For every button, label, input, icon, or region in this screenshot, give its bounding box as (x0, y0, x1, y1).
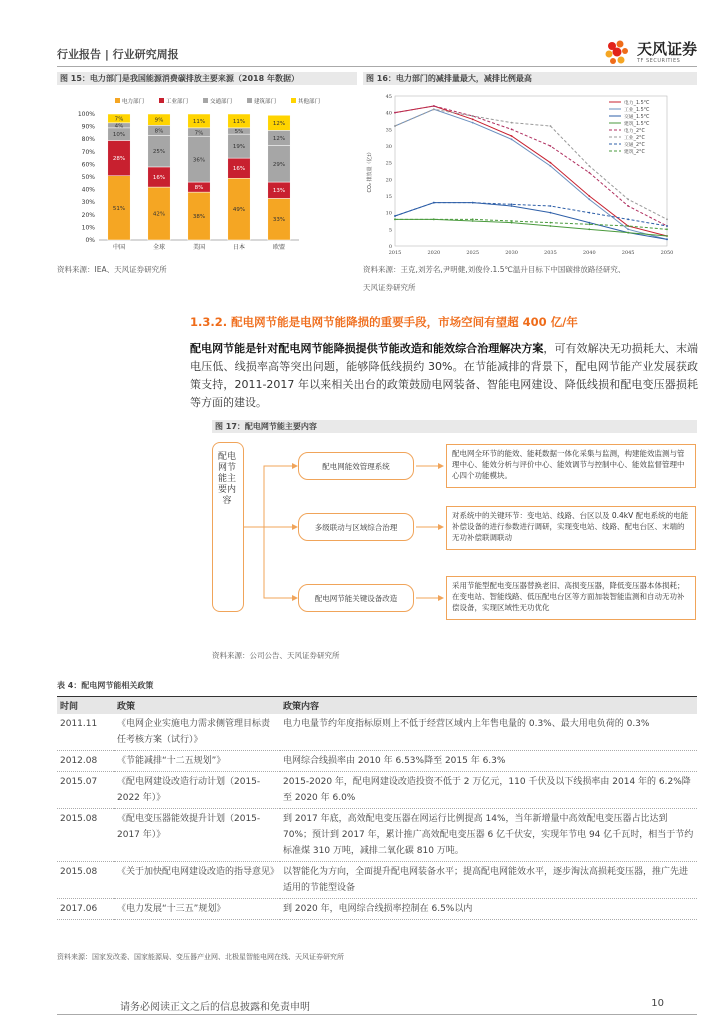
header-divider (57, 66, 697, 67)
y-tick-label: 30% (81, 199, 95, 207)
fig17-item-desc-1: 配电网全环节的能效、能耗数据一体化采集与监测，构建能效监测与管理中心、能效分析与评价中心、能效调节与控制中心、能效监督管理中心四个功能模块。 (446, 444, 696, 488)
y-tick-label: 35 (385, 127, 392, 134)
legend-swatch (203, 98, 208, 103)
series-line (395, 203, 667, 226)
series-point (472, 202, 474, 204)
y-tick-label: 40% (81, 186, 95, 194)
bar-data-label: 28% (112, 156, 126, 163)
bar-data-label: 5% (234, 129, 244, 136)
table-row (57, 898, 697, 919)
fig16-caption: 图 16：电力部门的减排量最大，减排比例最高 (363, 72, 697, 85)
series-point (511, 203, 513, 205)
fig17-item-label-1: 配电网能效管理系统 (298, 452, 414, 480)
bar-data-label: 7% (114, 116, 124, 123)
series-point (627, 228, 629, 230)
y-tick-label: 100% (77, 111, 95, 118)
y-tick-label: 20 (385, 177, 392, 184)
cell-content: 到 2017 年底，高效配电变压器在网运行比例提高 14%，当年新增量中高效配电变压器占比达到 70%；预计到 2017 年，累计推广高效配电变压器 6 亿千伏安，实现年节电 94 亿千瓦时，相当于节约标准煤 310 万吨，减排二氧化碳 810 万吨。 (280, 808, 697, 861)
series-point (588, 198, 590, 200)
table-source: 资料来源：国家发改委、国家能源局、变压器产业网、北极星智能电网在线、天风证券研究所 (57, 953, 344, 961)
series-point (472, 118, 474, 120)
series-point (550, 145, 552, 147)
cell-policy: 《关于加快配电网建设改造的指导意见》 (114, 861, 280, 898)
fig17-caption: 图 17：配电网节能主要内容 (212, 420, 697, 433)
series-point (394, 215, 396, 217)
bar-data-label: 12% (272, 120, 286, 127)
bar-data-label: 11% (192, 118, 206, 125)
cell-time: 2015.07 (57, 771, 114, 808)
y-tick-label: 60% (81, 161, 95, 169)
cell-policy: 《电力发展“十三五”规划》 (114, 898, 280, 919)
bar-data-label: 11% (232, 118, 246, 125)
cell-time: 2015.08 (57, 861, 114, 898)
legend-swatch (247, 98, 252, 103)
series-point (666, 218, 668, 220)
table-row (57, 714, 697, 751)
x-tick-label: 2045 (621, 250, 635, 256)
cell-content: 电力电量节约年度指标原则上不低于经营区域内上年售电量的 0.3%、最大用电负荷的 0.3% (280, 714, 697, 751)
logo-name-en: TF SECURITIES (636, 58, 681, 64)
series-point (588, 172, 590, 174)
x-tick-label: 2020 (427, 250, 441, 256)
legend-label: 建筑_1.5°C (624, 122, 650, 127)
series-point (588, 228, 590, 230)
bar-data-label: 8% (194, 185, 204, 192)
cell-content: 以智能化为方向，全面提升配电网装备水平；提高配电网能效水平，逐步淘汰高损耗变压器，推广先进适用的节能型设备 (280, 861, 697, 898)
series-point (627, 198, 629, 200)
bar-data-label: 16% (152, 175, 166, 181)
series-point (472, 220, 474, 222)
y-tick-label: 70% (81, 148, 95, 156)
y-tick-label: 10% (81, 224, 95, 232)
series-point (627, 205, 629, 207)
y-tick-label: 25 (385, 160, 392, 167)
x-tick-label: 2035 (544, 250, 557, 256)
fig16-source-line1: 资料来源：王克,刘芳名,尹明健,刘俊伶.1.5℃温升目标下中国碳排放路径研究、 (363, 265, 626, 274)
series-point (550, 222, 552, 224)
legend-label: 电力部门 (122, 99, 145, 105)
series-point (472, 122, 474, 124)
legend-label: 建筑_2°C (624, 150, 645, 155)
footer-disclaimer: 请务必阅读正文之后的信息披露和免责申明 (120, 1002, 310, 1013)
cell-policy: 《电网企业实施电力需求侧管理目标责任考核方案（试行）》 (114, 714, 280, 751)
x-tick-label: 2040 (582, 250, 596, 256)
series-point (627, 218, 629, 220)
fig17-item-desc-3: 采用节能型配电变压器替换老旧、高损变压器，降低变压器本体损耗；在变电站、智能线路、低压配电台区等方面加装智能监测和自动无功补偿设备，实现区域性无功优化 (446, 576, 696, 620)
bar-data-label: 8% (154, 128, 164, 135)
table-row (57, 808, 697, 861)
y-axis-label: CO₂ 排放量（亿t） (367, 149, 373, 193)
paragraph-lead: 配电网节能是针对配电网节能降损提供节能改造和能效综合治理解决方案 (190, 342, 544, 355)
y-tick-label: 5 (388, 227, 392, 234)
series-point (666, 228, 668, 230)
fig17-item-label-2: 多级联动与区域综合治理 (298, 513, 414, 541)
y-tick-label: 0 (388, 244, 392, 250)
series-point (588, 195, 590, 197)
logo-name: 天风证券 (636, 40, 697, 58)
series-point (627, 232, 629, 234)
x-tick-label: 2050 (660, 250, 674, 256)
fig15-source: 资料来源：IEA、天风证券研究所 (57, 265, 167, 274)
x-tick-label: 2025 (466, 250, 480, 256)
y-tick-label: 30 (385, 144, 392, 150)
series-point (666, 225, 668, 227)
cell-policy: 《节能减排“十二五规划”》 (114, 750, 280, 771)
series-point (511, 128, 513, 130)
y-tick-label: 45 (385, 94, 392, 100)
cell-content: 电网综合线损率由 2010 年 6.53%降至 2015 年 6.3% (280, 750, 697, 771)
paragraph-body: ，可有效解决无功损耗大、末端电压低、线损率高等突出问题，能够降低线损约 30%。在节能减排的背景下，配电网节能产业发展获政策支持，2011-2017 年以来相关出台的政策鼓励电网装备、智能电网建设、降低线损和配电变压器损耗等方面的建设。 (190, 342, 698, 409)
fig17-item-arrows (414, 430, 444, 612)
legend-label: 电力_2°C (624, 129, 645, 134)
legend-swatch (115, 98, 120, 103)
legend-swatch (159, 98, 164, 103)
tf-logo-icon (603, 39, 633, 67)
cell-policy: 《配电变压器能效提升计划（2015-2017 年）》 (114, 808, 280, 861)
y-tick-label: 90% (81, 123, 95, 131)
fig17-vertical-title: 配电网节能主要内容 (218, 452, 237, 506)
series-point (550, 165, 552, 167)
series-point (550, 212, 552, 214)
series-point (433, 202, 435, 204)
bar-data-label: 36% (192, 157, 206, 164)
bar-data-label: 33% (272, 217, 286, 224)
bar-data-label: 16% (232, 166, 246, 173)
bar-data-label: 25% (152, 149, 166, 156)
x-tick-label: 美国 (192, 244, 206, 251)
series-point (666, 235, 668, 237)
series-point (550, 162, 552, 164)
bar-data-label: 12% (272, 135, 286, 142)
bar-data-label: 38% (192, 214, 206, 221)
series-point (588, 223, 590, 225)
x-tick-label: 日本 (232, 244, 246, 251)
series-point (511, 138, 513, 140)
bar-data-label: 13% (272, 188, 286, 195)
series-point (666, 238, 668, 240)
legend-swatch (291, 98, 296, 103)
section-paragraph (190, 340, 698, 412)
series-point (511, 122, 513, 124)
legend-label: 其他部门 (298, 99, 321, 105)
fig15-caption: 图 15：电力部门是我国能源消费碳排放主要来源（2018 年数据） (57, 72, 357, 85)
section-title: 1.3.2. 配电网节能是电网节能降损的重要手段，市场空间有望超 400 亿/年 (190, 315, 578, 329)
series-point (511, 222, 513, 224)
x-tick-label: 2030 (505, 250, 518, 256)
page-number: 10 (651, 998, 664, 1009)
y-tick-label: 0% (85, 237, 95, 244)
series-point (394, 112, 396, 114)
table-row (57, 750, 697, 771)
legend-label: 工业_2°C (624, 136, 645, 141)
y-tick-label: 20% (81, 211, 95, 219)
bar-data-label: 7% (194, 130, 204, 137)
y-tick-label: 10 (385, 210, 392, 217)
bar-data-label: 9% (154, 117, 164, 124)
bar-data-label: 10% (112, 132, 126, 139)
fig17-item-label-3: 配电网节能关键设备改造 (298, 584, 414, 612)
series-point (472, 218, 474, 220)
y-tick-label: 80% (81, 136, 95, 144)
fig17-diagram (212, 430, 697, 612)
table-row (57, 771, 697, 808)
policy-table (57, 696, 697, 920)
x-tick-label: 全球 (152, 244, 166, 251)
cell-content: 2015-2020 年，配电网建设改造投资不低于 2 万亿元，110 千伏及以下线损率由 2014 年的 6.2%降至 2020 年 6.0% (280, 771, 697, 808)
y-tick-label: 40 (385, 110, 392, 117)
fig15-stacked-bar-chart (57, 88, 357, 263)
table-title: 表 4：配电网节能相关政策 (57, 681, 154, 690)
x-tick-label: 欧盟 (272, 244, 286, 251)
legend-label: 交通_2°C (624, 143, 645, 148)
page-header (57, 38, 697, 68)
series-point (550, 125, 552, 127)
series-point (394, 125, 396, 127)
bar-data-label: 42% (152, 211, 166, 218)
series-point (433, 108, 435, 110)
header-policy: 政策 (114, 697, 280, 714)
series-point (588, 165, 590, 167)
cell-content: 到 2020 年，电网综合线损率控制在 6.5%以内 (280, 898, 697, 919)
bar-data-label: 29% (272, 161, 286, 168)
legend-label: 交通部门 (210, 99, 233, 105)
cell-time: 2015.08 (57, 808, 114, 861)
series-point (627, 225, 629, 227)
header-content: 政策内容 (280, 697, 697, 714)
doc-type-label: 行业报告 | 行业研究周报 (57, 48, 179, 61)
legend-label: 工业部门 (166, 99, 189, 105)
series-line (395, 203, 667, 240)
x-tick-label: 2015 (388, 250, 402, 256)
x-tick-label: 中国 (112, 244, 126, 251)
bar-data-label: 19% (232, 144, 246, 151)
bar-data-label: 49% (232, 207, 246, 214)
legend-label: 电力_1.5°C (624, 101, 650, 106)
header-time: 时间 (57, 697, 114, 714)
series-point (472, 115, 474, 117)
cell-time: 2017.06 (57, 898, 114, 919)
y-tick-label: 50% (81, 174, 95, 181)
footer-divider (57, 1014, 697, 1015)
fig16-line-chart (363, 88, 697, 260)
table-header-row (57, 697, 697, 714)
series-point (433, 105, 435, 107)
fig17-source: 资料来源：公司公告、天风证券研究所 (212, 651, 340, 660)
legend-label: 工业_1.5°C (624, 108, 650, 113)
bar-data-label: 51% (112, 205, 126, 212)
series-point (588, 212, 590, 214)
series-point (550, 225, 552, 227)
table-row (57, 861, 697, 898)
y-tick-label: 15 (385, 194, 392, 200)
fig16-source-line2: 天风证券研究所 (363, 283, 416, 292)
series-point (433, 218, 435, 220)
cell-time: 2011.11 (57, 714, 114, 751)
series-point (511, 220, 513, 222)
cell-policy: 《配电网建设改造行动计划（2015-2022 年）》 (114, 771, 280, 808)
legend-label: 建筑部门 (254, 99, 277, 105)
series-point (511, 135, 513, 137)
series-point (511, 205, 513, 207)
company-logo (603, 38, 697, 68)
bar-data-label: 4% (114, 123, 124, 130)
series-point (394, 218, 396, 220)
series-point (550, 205, 552, 207)
cell-time: 2012.08 (57, 750, 114, 771)
fig17-item-desc-2: 对系统中的关键环节：变电站、线路、台区以及 0.4kV 配电系统的电能补偿设备的进行参数进行调研，实现变电站、线路、配电台区、末端的无功补偿联调联动 (446, 506, 696, 550)
series-point (588, 222, 590, 224)
legend-label: 交通_1.5°C (624, 115, 650, 120)
